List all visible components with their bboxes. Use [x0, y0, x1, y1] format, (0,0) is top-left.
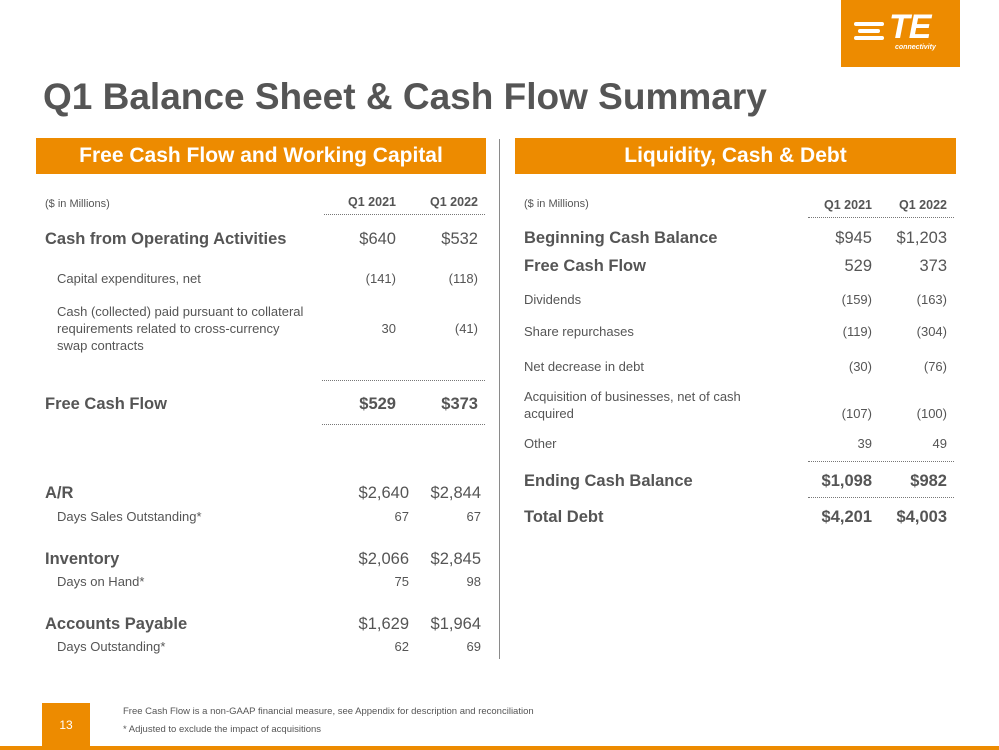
- acquisition-q1-2021: (107): [841, 406, 872, 421]
- total-debt-q1-2021: $4,201: [821, 508, 872, 526]
- footnote-adjusted: * Adjusted to exclude the impact of acquisitions: [123, 724, 322, 735]
- ap-q1-2022: $1,964: [430, 615, 481, 633]
- begin-cash-label: Beginning Cash Balance: [524, 229, 718, 247]
- ar-q1-2021: $2,640: [358, 484, 409, 502]
- ending-cash-label: Ending Cash Balance: [524, 472, 693, 490]
- right-col-header-q1-2022: Q1 2022: [899, 198, 947, 212]
- footer-bar: [0, 746, 999, 750]
- doh-label: Days on Hand*: [57, 574, 145, 589]
- right-header-rule: [808, 217, 954, 218]
- dso-q1-2022: 67: [466, 509, 481, 524]
- other-label: Other: [524, 436, 557, 451]
- left-section-banner: Free Cash Flow and Working Capital: [36, 138, 486, 174]
- doh-q1-2021: 75: [394, 574, 409, 589]
- other-q1-2021: 39: [857, 436, 872, 451]
- ap-q1-2021: $1,629: [358, 615, 409, 633]
- begin-cash-q1-2021: $945: [835, 229, 872, 247]
- ar-label: A/R: [45, 484, 74, 502]
- acquisition-label: Acquisition of businesses, net of cash acquired: [524, 389, 741, 421]
- right-units-label: ($ in Millions): [524, 198, 589, 210]
- ending-top-rule: [808, 461, 954, 462]
- cfo-q1-2021: $640: [359, 230, 396, 248]
- right-col-header-q1-2021: Q1 2021: [824, 198, 872, 212]
- collateral-q1-2021: 30: [381, 321, 396, 336]
- left-col-header-q1-2021: Q1 2021: [348, 195, 396, 209]
- repurchases-label: Share repurchases: [524, 324, 634, 339]
- right-fcf-q1-2021: 529: [844, 257, 872, 275]
- header-rule: [324, 214, 485, 215]
- logo-subtext: connectivity: [895, 44, 936, 51]
- page-title: Q1 Balance Sheet & Cash Flow Summary: [43, 76, 767, 117]
- left-units-label: ($ in Millions): [45, 198, 110, 210]
- logo-text: TE: [889, 8, 931, 46]
- acquisition-q1-2022: (100): [916, 406, 947, 421]
- right-fcf-q1-2022: 373: [919, 257, 947, 275]
- footnote-nongaap: Free Cash Flow is a non-GAAP financial measure, see Appendix for description and reconciliation: [123, 706, 534, 717]
- fcf-bottom-rule: [322, 424, 485, 425]
- inventory-label: Inventory: [45, 550, 120, 568]
- inventory-q1-2022: $2,845: [430, 550, 481, 568]
- other-q1-2022: 49: [932, 436, 947, 451]
- debt-decrease-q1-2021: (30): [848, 359, 872, 374]
- right-fcf-label: Free Cash Flow: [524, 257, 646, 275]
- inventory-q1-2021: $2,066: [358, 550, 409, 568]
- ending-cash-q1-2022: $982: [910, 472, 947, 490]
- capex-label: Capital expenditures, net: [57, 271, 201, 286]
- collateral-q1-2022: (41): [454, 321, 478, 336]
- ending-bottom-rule: [808, 497, 954, 498]
- dpo-q1-2021: 62: [394, 639, 409, 654]
- total-debt-label: Total Debt: [524, 508, 604, 526]
- cfo-label: Cash from Operating Activities: [45, 230, 287, 248]
- column-divider: [499, 139, 500, 659]
- fcf-label: Free Cash Flow: [45, 395, 167, 413]
- dividends-q1-2021: (159): [841, 292, 872, 307]
- debt-decrease-q1-2022: (76): [923, 359, 947, 374]
- cfo-q1-2022: $532: [441, 230, 478, 248]
- dividends-q1-2022: (163): [916, 292, 947, 307]
- dso-q1-2021: 67: [394, 509, 409, 524]
- repurchases-q1-2022: (304): [916, 324, 947, 339]
- left-col-header-q1-2022: Q1 2022: [430, 195, 478, 209]
- dso-label: Days Sales Outstanding*: [57, 509, 202, 524]
- dpo-label: Days Outstanding*: [57, 639, 166, 654]
- fcf-q1-2022: $373: [441, 395, 478, 413]
- collateral-label: Cash (collected) paid pursuant to collateral requirements related to cross-currency swap contracts: [57, 304, 304, 353]
- fcf-q1-2021: $529: [359, 395, 396, 413]
- dividends-label: Dividends: [524, 292, 582, 307]
- right-section-banner: Liquidity, Cash & Debt: [515, 138, 956, 174]
- ending-cash-q1-2021: $1,098: [821, 472, 872, 490]
- repurchases-q1-2021: (119): [842, 324, 872, 339]
- page-number: 13: [42, 703, 90, 750]
- logo-lines-icon: [854, 22, 884, 43]
- ar-q1-2022: $2,844: [430, 484, 481, 502]
- begin-cash-q1-2022: $1,203: [896, 229, 947, 247]
- dpo-q1-2022: 69: [466, 639, 481, 654]
- total-debt-q1-2022: $4,003: [896, 508, 947, 526]
- capex-q1-2021: (141): [365, 271, 396, 286]
- te-connectivity-logo: [841, 0, 960, 67]
- fcf-top-rule: [322, 380, 485, 381]
- capex-q1-2022: (118): [448, 271, 478, 286]
- doh-q1-2022: 98: [466, 574, 481, 589]
- ap-label: Accounts Payable: [45, 615, 188, 633]
- debt-decrease-label: Net decrease in debt: [524, 359, 644, 374]
